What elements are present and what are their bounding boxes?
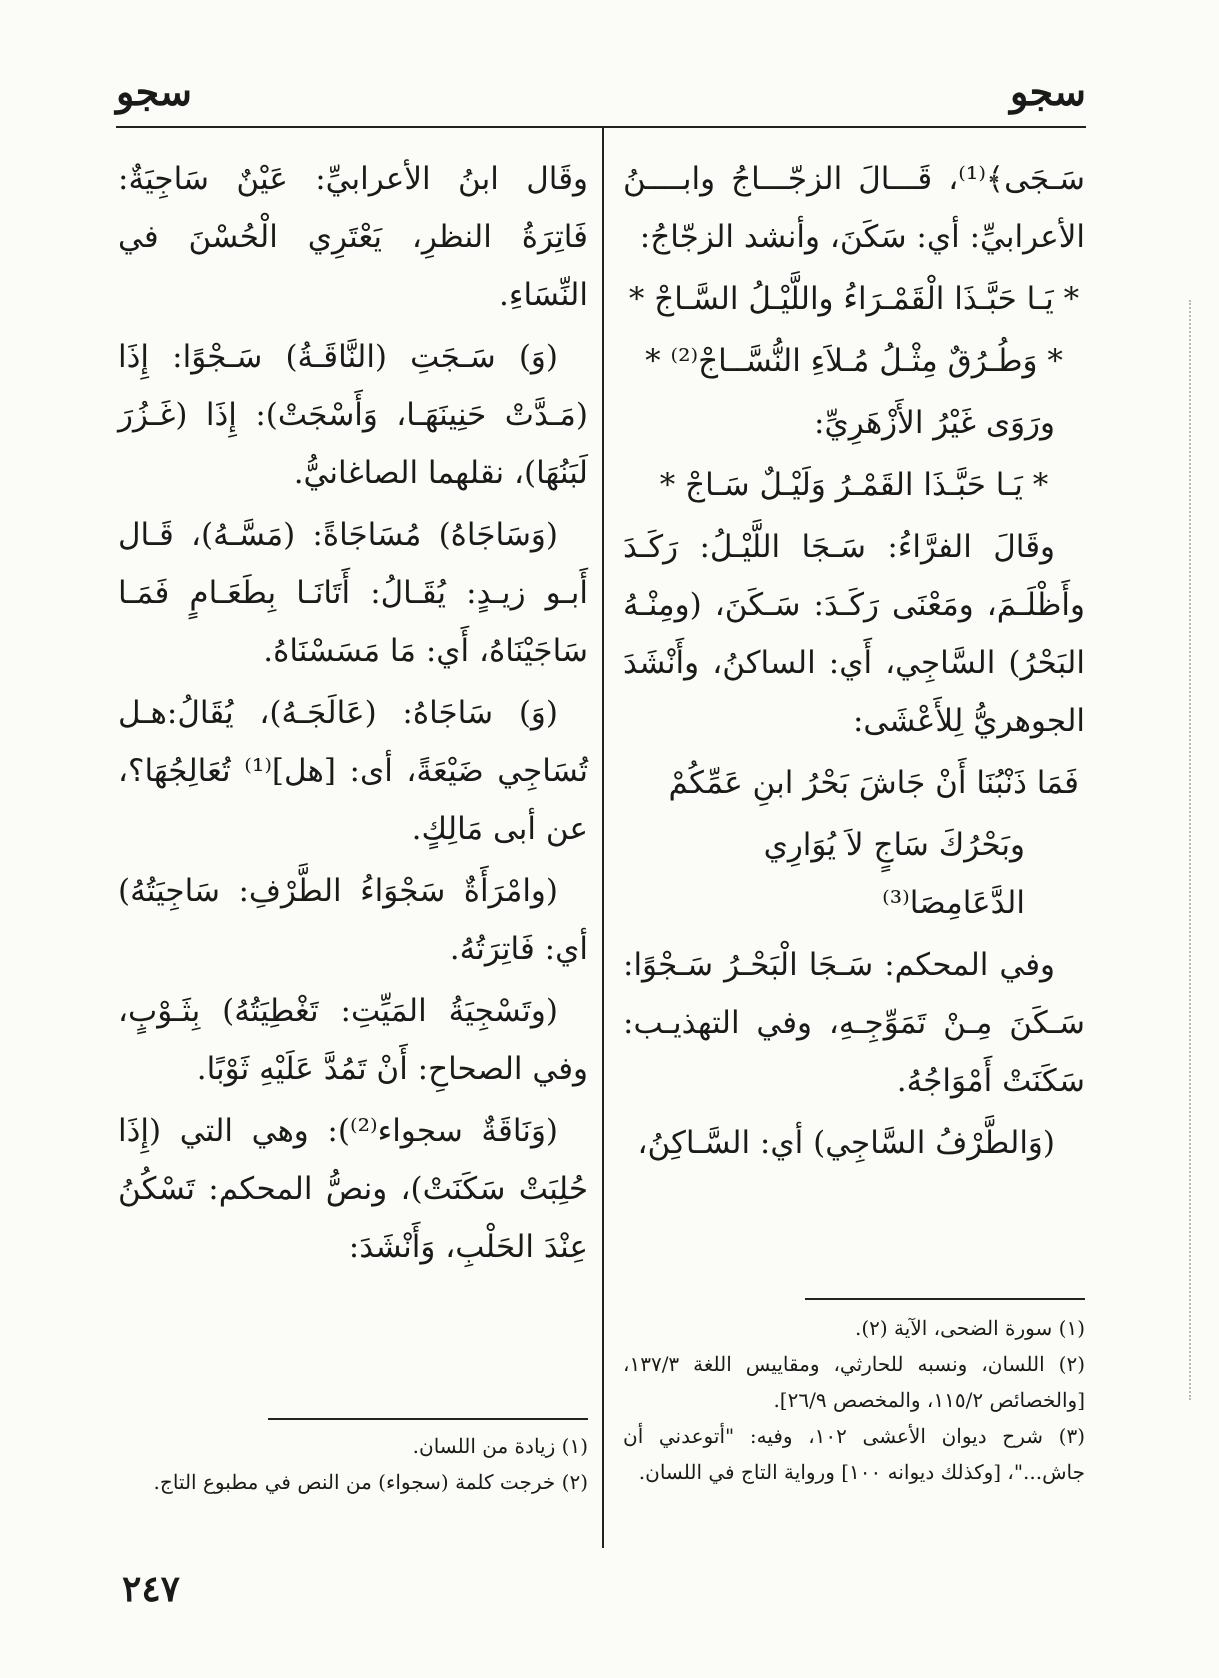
column-divider [602,128,604,1548]
paragraph: ورَوَى غَيْرُ الأَزْهَرِيِّ: [814,405,1055,441]
headword-right: سجو [1010,69,1086,114]
right-column [623,150,1085,1176]
verse-line: * يَـا حَبَّـذَا الْقَمْـرَاءُ واللَّيْـلُ السَّـاجْ * [628,281,1080,317]
footnote-rule-right [805,1298,1085,1300]
footnotes-right [623,1310,1085,1490]
paragraph: سَـجَى﴾⁽¹⁾، قَـــالَ الزجّـــاجُ وابــــنُ الأعرابيِّ: أي: سَكَنَ، وأنشد الزجّاجُ: [623,161,1085,255]
paragraph: (وَالطَّرْفُ السَّاجِي) أي: السَّـاكِنُ، [637,1125,1055,1161]
paragraph: (وَنَاقَةٌ سجواء⁽²⁾): وهي التي (إِذَا حُلِبَتْ سَكَنَتْ)، ونصُّ المحكم: تَسْكُنُ عِنْدَ الحَلْبِ، وَأَنْشَدَ: [118,1113,588,1265]
footnote: (٣) شرح ديوان الأعشى ١٠٢، وفيه: "أتوعدني أن جاش..."، [وكذلك ديوانه ١٠٠] ورواية التاج في اللسان. [623,1424,1085,1484]
paragraph: (وَ) سَـجَتِ (النَّاقَـةُ) سَـجْوًا: إِذَا (مَـدَّتْ حَنِينَهَـا، وَأَسْجَتْ): إِذَا (غَـزُرَ لَبَنُهَا)، نقلهما الصاغانيُّ. [118,339,588,491]
running-header [116,66,1086,128]
paragraph: وفي المحكم: سَـجَا الْبَحْـرُ سَـجْوًا: سَـكَنَ مِـنْ تَمَوِّجِـهِ، وفي التهذيـب: سَكَنَتْ أَمْوَاجُهُ. [623,947,1085,1099]
poem-line: وبَحْرُكَ سَاجٍ لاَ يُوَارِي الدَّعَامِصَا⁽³⁾ [763,827,1025,921]
footnote-rule-left [268,1418,588,1420]
footnote: (١) سورة الضحى، الآية (٢). [854,1316,1085,1340]
verse-line: * وَطُـرُقٌ مِثْـلُ مُـلاَءِ النُّسَّــاجْ⁽²⁾ * [645,343,1063,379]
paragraph: (وَ) سَاجَاهُ: (عَالَجَـهُ)، يُقَالُ:هـل تُسَاجِي ضَيْعَةً، أى: [هل]⁽¹⁾ تُعَالِجُهَا؟، عن أبى مَالِكٍ. [118,695,588,847]
footnotes-left [118,1428,588,1500]
headword-left: سجو [116,69,192,114]
left-column [118,150,588,1280]
paragraph: (وتَسْجِيَةُ المَيِّتِ: تَغْطِيَتُهُ) بِثَـوْبٍ، وفي الصحاحِ: أَنْ تَمُدَّ عَلَيْهِ ثَوْبًا. [118,993,588,1087]
paragraph: (وامْرَأَةٌ سَجْوَاءُ الطَّرْفِ: سَاجِيَتُهُ) أي: فَاتِرَتُهُ. [118,873,588,967]
paragraph: وقَال ابنُ الأعرابيِّ: عَيْنٌ سَاجِيَةٌ: فَاتِرَةُ النظرِ، يَعْتَرِي الْحُسْنَ في النِّسَاءِ. [118,161,588,313]
footnote: (٢) خرجت كلمة (سجواء) من النص في مطبوع التاج. [153,1470,588,1494]
footnote: (١) زيادة من اللسان. [412,1434,588,1458]
page-number: ٢٤٧ [122,1568,181,1610]
poem-line: فَمَا ذَنْبُنَا أَنْ جَاشَ بَحْرُ ابنِ عَمِّكُمْ [668,765,1079,801]
paragraph: (وَسَاجَاهُ) مُسَاجَاةً: (مَسَّـهُ)، قَـال أَبـو زيـدٍ: يُقَـالُ: أَتَانَـا بِطَعَـامٍ فَمَـا سَاجَيْنَاهُ، أَي: مَا مَسَسْنَاهُ. [118,517,588,669]
verse-line: * يَـا حَبَّـذَا القَمْـرُ وَلَيْـلٌ سَـاجْ * [659,467,1049,503]
margin-scan-artifact [1187,300,1191,1400]
paragraph: وقَالَ الفرَّاءُ: سَـجَا اللَّيْـلُ: رَكَـدَ وأَظْلَـمَ، ومَعْنَى رَكَـدَ: سَـكَنَ، (ومِنْـهُ البَحْرُ) السَّاجِي، أَي: الساكنُ، وأَنْشَدَ الجوهريُّ لِلأَعْشَى: [623,529,1085,739]
footnote: (٢) اللسان، ونسبه للحارثي، ومقاييس اللغة ١٣٧/٣، [والخصائص ١١٥/٢، والمخصص ٢٦/٩]. [623,1352,1085,1412]
